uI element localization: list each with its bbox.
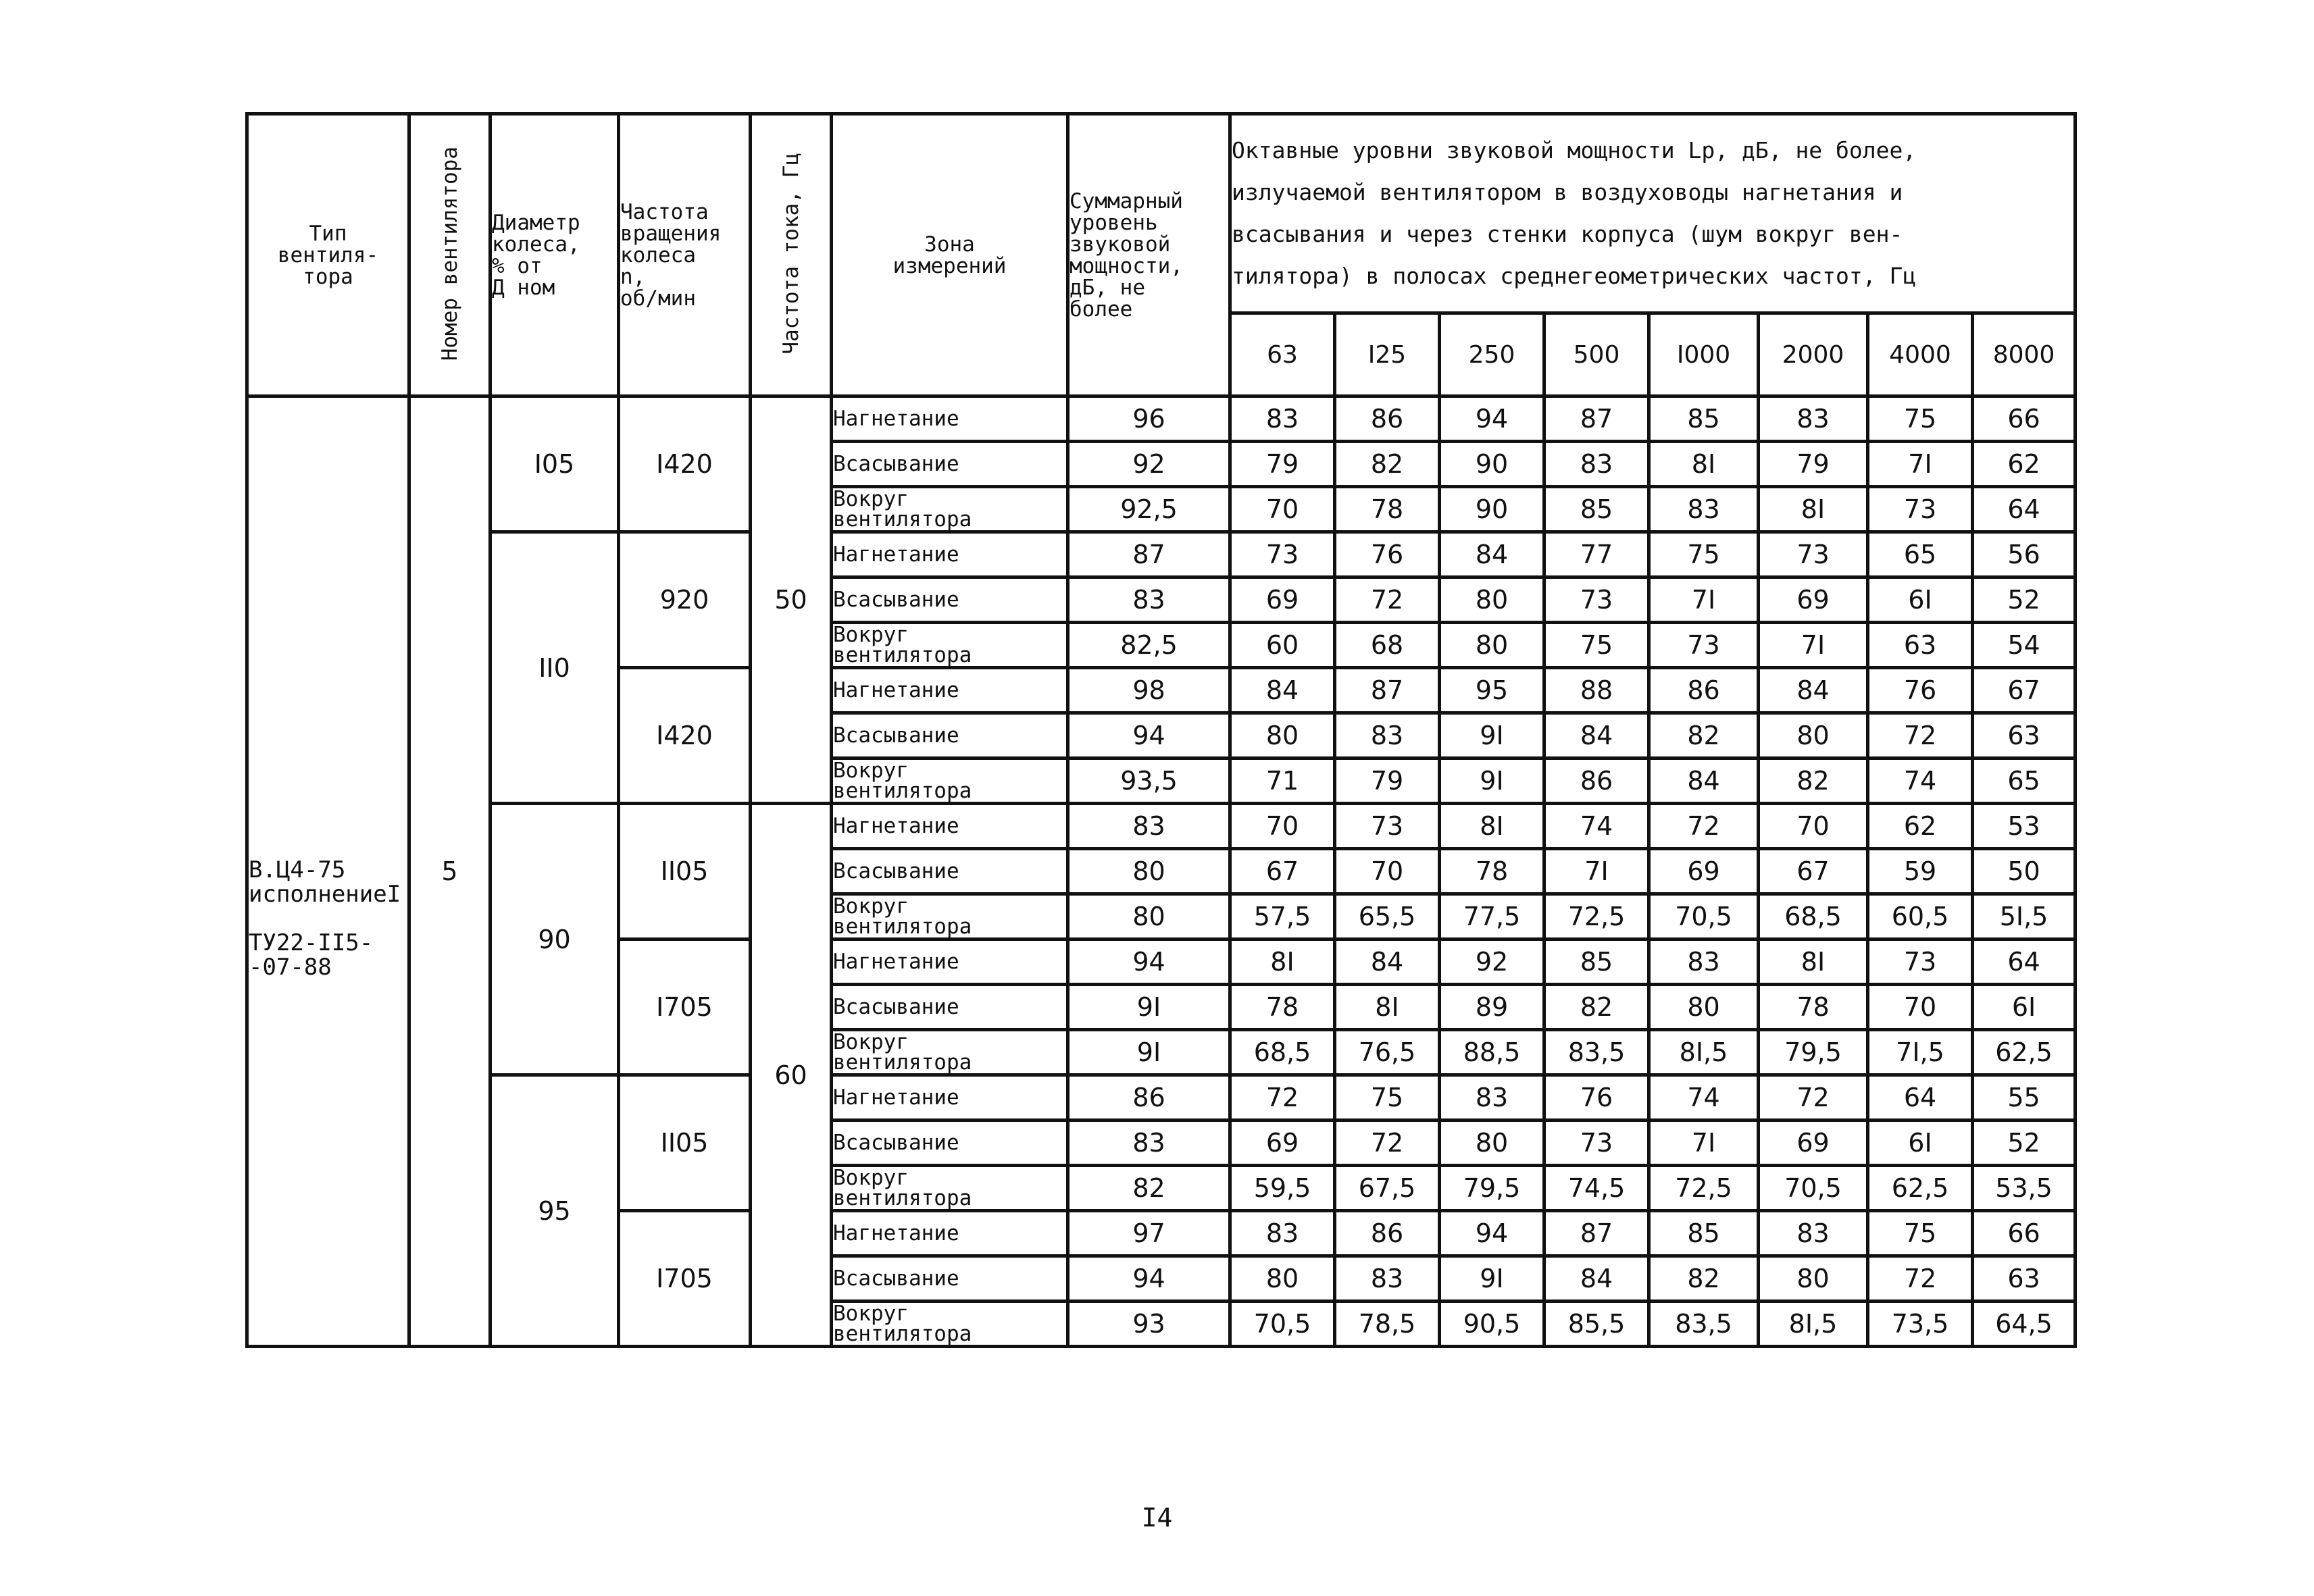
total-level-cell: 94: [1068, 1256, 1230, 1302]
octave-level-cell: 84: [1544, 713, 1649, 758]
total-level-cell: 83: [1068, 1121, 1230, 1166]
octave-level-cell: 70,5: [1759, 1166, 1868, 1211]
octave-level-cell: 70: [1868, 985, 1973, 1030]
header-total: Суммарный уровень звуковой мощности, дБ, не более: [1068, 114, 1230, 396]
octave-level-cell: 6I: [1973, 985, 2076, 1030]
octave-level-cell: 62,5: [1973, 1030, 2076, 1075]
octave-level-cell: 7I: [1868, 442, 1973, 487]
octave-level-cell: 9I: [1440, 1256, 1544, 1302]
octave-level-cell: 69: [1230, 577, 1335, 623]
octave-level-cell: 90,5: [1440, 1302, 1544, 1347]
fan-type-cell: [247, 396, 409, 1347]
octave-level-cell: 94: [1440, 1211, 1544, 1256]
octave-level-cell: 76,5: [1335, 1030, 1440, 1075]
table-row: [247, 396, 2076, 442]
total-level-cell: 92: [1068, 442, 1230, 487]
octave-level-cell: 84: [1230, 668, 1335, 713]
octave-level-cell: 59: [1868, 849, 1973, 894]
octave-level-cell: 82: [1649, 1256, 1759, 1302]
octave-level-cell: 72: [1868, 713, 1973, 758]
octave-level-cell: 76: [1868, 668, 1973, 713]
speed-cell: I420: [619, 396, 751, 532]
frequency-header-cell: I25: [1335, 313, 1440, 396]
octave-level-cell: 65: [1868, 532, 1973, 577]
octave-level-cell: 8I: [1440, 804, 1544, 849]
total-level-cell: 94: [1068, 939, 1230, 985]
page-number: I4: [1141, 1503, 1173, 1533]
octave-level-cell: 53: [1973, 804, 2076, 849]
octave-level-cell: 80: [1230, 1256, 1335, 1302]
header-octave-title: Октавные уровни звуковой мощности Lр, дБ, не более, излучаемой вентилятором в воздуховоды нагнетания и всасывания и через стенки корпуса (шум вокруг вен- тилятора) в полосах среднегеометрических частот, Гц: [1230, 114, 2076, 313]
octave-level-cell: 83: [1649, 939, 1759, 985]
octave-level-cell: 72,5: [1544, 894, 1649, 939]
header-fan-number: [409, 114, 491, 396]
octave-level-cell: 63: [1868, 623, 1973, 668]
octave-level-cell: 73: [1759, 532, 1868, 577]
octave-level-cell: 62,5: [1868, 1166, 1973, 1211]
zone-cell: Всасывание: [832, 985, 1068, 1030]
octave-level-cell: 73: [1544, 1121, 1649, 1166]
octave-level-cell: 67: [1759, 849, 1868, 894]
octave-level-cell: 8I: [1649, 442, 1759, 487]
octave-level-cell: 83,5: [1544, 1030, 1649, 1075]
frequency-header-cell: I000: [1649, 313, 1759, 396]
octave-level-cell: 80: [1440, 577, 1544, 623]
table-row: [247, 1075, 2076, 1121]
octave-level-cell: 60: [1230, 623, 1335, 668]
total-level-cell: 9I: [1068, 1030, 1230, 1075]
octave-level-cell: 72: [1335, 1121, 1440, 1166]
octave-level-cell: 76: [1335, 532, 1440, 577]
octave-level-cell: 57,5: [1230, 894, 1335, 939]
octave-level-cell: 62: [1868, 804, 1973, 849]
octave-level-cell: 75: [1868, 1211, 1973, 1256]
octave-level-cell: 82: [1335, 442, 1440, 487]
table-row: [247, 532, 2076, 577]
speed-cell: II05: [619, 804, 751, 939]
header-diameter: Диаметр колеса, % от Д ном: [491, 114, 619, 396]
octave-level-cell: 62: [1973, 442, 2076, 487]
octave-level-cell: 70: [1230, 487, 1335, 532]
octave-level-cell: 88: [1544, 668, 1649, 713]
octave-level-cell: 77: [1544, 532, 1649, 577]
octave-level-cell: 66: [1973, 396, 2076, 442]
octave-level-cell: 7I: [1649, 1121, 1759, 1166]
octave-level-cell: 78,5: [1335, 1302, 1440, 1347]
octave-level-cell: 80: [1759, 713, 1868, 758]
octave-level-cell: 69: [1230, 1121, 1335, 1166]
zone-cell: Всасывание: [832, 1256, 1068, 1302]
octave-level-cell: 74: [1544, 804, 1649, 849]
octave-level-cell: 67: [1973, 668, 2076, 713]
octave-level-cell: 70: [1335, 849, 1440, 894]
octave-level-cell: 79: [1335, 758, 1440, 804]
zone-cell: Вокруг вентилятора: [832, 487, 1068, 532]
octave-level-cell: 84: [1759, 668, 1868, 713]
octave-level-cell: 82: [1649, 713, 1759, 758]
octave-level-cell: 8I: [1335, 985, 1440, 1030]
octave-level-cell: 79: [1759, 442, 1868, 487]
total-level-cell: 92,5: [1068, 487, 1230, 532]
octave-level-cell: 80: [1649, 985, 1759, 1030]
octave-level-cell: 73: [1544, 577, 1649, 623]
octave-level-cell: 80: [1230, 713, 1335, 758]
header-current-frequency: [751, 114, 832, 396]
octave-level-cell: 60,5: [1868, 894, 1973, 939]
octave-level-cell: 70: [1230, 804, 1335, 849]
octave-level-cell: 83,5: [1649, 1302, 1759, 1347]
octave-level-cell: 84: [1335, 939, 1440, 985]
octave-level-cell: 8I,5: [1649, 1030, 1759, 1075]
zone-cell: Вокруг вентилятора: [832, 894, 1068, 939]
frequency-header-cell: 500: [1544, 313, 1649, 396]
octave-level-cell: 83: [1759, 396, 1868, 442]
fan-number-cell: 5: [409, 396, 491, 1347]
octave-level-cell: 94: [1440, 396, 1544, 442]
octave-level-cell: 75: [1649, 532, 1759, 577]
octave-level-cell: 72: [1230, 1075, 1335, 1121]
octave-level-cell: 69: [1649, 849, 1759, 894]
fan-spec-line1: ТУ22-II5-: [249, 929, 374, 956]
total-level-cell: 80: [1068, 894, 1230, 939]
octave-level-cell: 8I: [1759, 939, 1868, 985]
frequency-header-cell: 2000: [1759, 313, 1868, 396]
octave-level-cell: 73: [1868, 487, 1973, 532]
octave-level-cell: 53,5: [1973, 1166, 2076, 1211]
octave-level-cell: 67: [1230, 849, 1335, 894]
octave-level-cell: 74: [1649, 1075, 1759, 1121]
octave-level-cell: 79: [1230, 442, 1335, 487]
octave-level-cell: 63: [1973, 1256, 2076, 1302]
zone-cell: Нагнетание: [832, 804, 1068, 849]
zone-cell: Нагнетание: [832, 668, 1068, 713]
octave-level-cell: 83: [1230, 396, 1335, 442]
zone-cell: Вокруг вентилятора: [832, 1166, 1068, 1211]
zone-cell: Всасывание: [832, 713, 1068, 758]
octave-level-cell: 7I: [1759, 623, 1868, 668]
octave-level-cell: 66: [1973, 1211, 2076, 1256]
octave-level-cell: 6I: [1868, 1121, 1973, 1166]
octave-level-cell: 64: [1868, 1075, 1973, 1121]
speed-cell: 920: [619, 532, 751, 668]
octave-level-cell: 73: [1230, 532, 1335, 577]
octave-level-cell: 87: [1544, 396, 1649, 442]
current-frequency-cell: 50: [751, 396, 832, 804]
zone-cell: Вокруг вентилятора: [832, 623, 1068, 668]
header-type: Тип вентиля- тора: [247, 114, 409, 396]
octave-level-cell: 55: [1973, 1075, 2076, 1121]
zone-cell: Нагнетание: [832, 396, 1068, 442]
header-zone: Зона измерений: [832, 114, 1068, 396]
octave-level-cell: 87: [1544, 1211, 1649, 1256]
octave-level-cell: 78: [1759, 985, 1868, 1030]
octave-level-cell: 69: [1759, 1121, 1868, 1166]
octave-level-cell: 72: [1335, 577, 1440, 623]
total-level-cell: 93: [1068, 1302, 1230, 1347]
octave-level-cell: 54: [1973, 623, 2076, 668]
octave-level-cell: 85: [1649, 396, 1759, 442]
diameter-cell: 95: [491, 1075, 619, 1347]
octave-level-cell: 85: [1544, 487, 1649, 532]
header-fan-number-text: Номер вентилятора: [437, 146, 462, 361]
octave-level-cell: 75: [1335, 1075, 1440, 1121]
header-current-frequency-text: Частота тока, Гц: [778, 153, 803, 355]
octave-level-cell: 85: [1544, 939, 1649, 985]
octave-level-cell: 70: [1759, 804, 1868, 849]
octave-level-cell: 70,5: [1649, 894, 1759, 939]
speed-cell: I705: [619, 1211, 751, 1347]
octave-level-cell: 80: [1440, 1121, 1544, 1166]
octave-level-cell: 92: [1440, 939, 1544, 985]
octave-level-cell: 52: [1973, 1121, 2076, 1166]
octave-level-cell: 75: [1544, 623, 1649, 668]
octave-level-cell: 52: [1973, 577, 2076, 623]
octave-level-cell: 64,5: [1973, 1302, 2076, 1347]
octave-level-cell: 7I: [1649, 577, 1759, 623]
octave-level-cell: 50: [1973, 849, 2076, 894]
octave-level-cell: 72: [1649, 804, 1759, 849]
fan-spec-line2: -07-88: [249, 954, 332, 981]
octave-level-cell: 72: [1759, 1075, 1868, 1121]
frequency-header-cell: 63: [1230, 313, 1335, 396]
octave-level-cell: 86: [1544, 758, 1649, 804]
octave-level-cell: 65,5: [1335, 894, 1440, 939]
octave-level-cell: 8I,5: [1759, 1302, 1868, 1347]
total-level-cell: 87: [1068, 532, 1230, 577]
octave-level-cell: 84: [1649, 758, 1759, 804]
octave-level-cell: 83: [1759, 1211, 1868, 1256]
octave-level-cell: 80: [1759, 1256, 1868, 1302]
octave-level-cell: 64: [1973, 487, 2076, 532]
octave-level-cell: 85: [1649, 1211, 1759, 1256]
spec-sheet: [245, 112, 2073, 1463]
octave-level-cell: 95: [1440, 668, 1544, 713]
octave-level-cell: 88,5: [1440, 1030, 1544, 1075]
octave-level-cell: 90: [1440, 442, 1544, 487]
octave-level-cell: 6I: [1868, 577, 1973, 623]
octave-level-cell: 90: [1440, 487, 1544, 532]
total-level-cell: 82,5: [1068, 623, 1230, 668]
octave-level-cell: 73,5: [1868, 1302, 1973, 1347]
octave-level-cell: 67,5: [1335, 1166, 1440, 1211]
octave-level-cell: 89: [1440, 985, 1544, 1030]
octave-level-cell: 71: [1230, 758, 1335, 804]
total-level-cell: 86: [1068, 1075, 1230, 1121]
octave-level-cell: 68,5: [1230, 1030, 1335, 1075]
total-level-cell: 83: [1068, 577, 1230, 623]
zone-cell: Нагнетание: [832, 1211, 1068, 1256]
diameter-cell: II0: [491, 532, 619, 804]
octave-level-cell: 83: [1649, 487, 1759, 532]
octave-level-cell: 74: [1868, 758, 1973, 804]
octave-level-cell: 5I,5: [1973, 894, 2076, 939]
octave-level-cell: 86: [1649, 668, 1759, 713]
octave-level-cell: 85,5: [1544, 1302, 1649, 1347]
total-level-cell: 94: [1068, 713, 1230, 758]
octave-level-cell: 75: [1868, 396, 1973, 442]
octave-level-cell: 7I: [1544, 849, 1649, 894]
total-level-cell: 98: [1068, 668, 1230, 713]
octave-level-cell: 74,5: [1544, 1166, 1649, 1211]
zone-cell: Нагнетание: [832, 1075, 1068, 1121]
zone-cell: Всасывание: [832, 442, 1068, 487]
zone-cell: Вокруг вентилятора: [832, 758, 1068, 804]
octave-level-cell: 73: [1868, 939, 1973, 985]
octave-level-cell: 68,5: [1759, 894, 1868, 939]
octave-level-cell: 83: [1230, 1211, 1335, 1256]
octave-level-cell: 68: [1335, 623, 1440, 668]
octave-level-cell: 82: [1544, 985, 1649, 1030]
octave-level-cell: 78: [1440, 849, 1544, 894]
octave-level-cell: 7I,5: [1868, 1030, 1973, 1075]
octave-level-cell: 83: [1335, 1256, 1440, 1302]
frequency-header-cell: 250: [1440, 313, 1544, 396]
octave-level-cell: 9I: [1440, 758, 1544, 804]
octave-level-cell: 87: [1335, 668, 1440, 713]
octave-level-cell: 82: [1759, 758, 1868, 804]
octave-level-cell: 79,5: [1440, 1166, 1544, 1211]
spacer: [249, 906, 407, 931]
fan-type-name: В.Ц4-75: [249, 856, 346, 883]
zone-cell: Всасывание: [832, 849, 1068, 894]
octave-level-cell: 86: [1335, 396, 1440, 442]
octave-level-cell: 76: [1544, 1075, 1649, 1121]
octave-level-cell: 84: [1440, 532, 1544, 577]
diameter-cell: 90: [491, 804, 619, 1075]
speed-cell: II05: [619, 1075, 751, 1211]
octave-level-cell: 84: [1544, 1256, 1649, 1302]
speed-cell: I420: [619, 668, 751, 804]
octave-level-cell: 9I: [1440, 713, 1544, 758]
octave-level-cell: 83: [1440, 1075, 1544, 1121]
zone-cell: Всасывание: [832, 1121, 1068, 1166]
total-level-cell: 83: [1068, 804, 1230, 849]
octave-level-cell: 69: [1759, 577, 1868, 623]
octave-level-cell: 65: [1973, 758, 2076, 804]
octave-level-cell: 63: [1973, 713, 2076, 758]
octave-level-cell: 73: [1335, 804, 1440, 849]
octave-level-cell: 73: [1649, 623, 1759, 668]
total-level-cell: 97: [1068, 1211, 1230, 1256]
speed-cell: I705: [619, 939, 751, 1075]
octave-level-cell: 8I: [1759, 487, 1868, 532]
total-level-cell: 96: [1068, 396, 1230, 442]
current-frequency-cell: 60: [751, 804, 832, 1347]
octave-level-cell: 79,5: [1759, 1030, 1868, 1075]
octave-level-cell: 72: [1868, 1256, 1973, 1302]
octave-level-cell: 59,5: [1230, 1166, 1335, 1211]
octave-level-cell: 70,5: [1230, 1302, 1335, 1347]
zone-cell: Вокруг вентилятора: [832, 1030, 1068, 1075]
octave-level-cell: 78: [1335, 487, 1440, 532]
table-row: [247, 804, 2076, 849]
total-level-cell: 93,5: [1068, 758, 1230, 804]
octave-level-cell: 64: [1973, 939, 2076, 985]
octave-level-cell: 8I: [1230, 939, 1335, 985]
zone-cell: Всасывание: [832, 577, 1068, 623]
header-row-1: [247, 114, 2076, 313]
frequency-header-cell: 8000: [1973, 313, 2076, 396]
frequency-header-cell: 4000: [1868, 313, 1973, 396]
diameter-cell: I05: [491, 396, 619, 532]
total-level-cell: 9I: [1068, 985, 1230, 1030]
octave-level-cell: 86: [1335, 1211, 1440, 1256]
octave-level-cell: 56: [1973, 532, 2076, 577]
noise-table: [245, 112, 2077, 1348]
header-speed: Частота вращения колеса n, об/мин: [619, 114, 751, 396]
octave-level-cell: 83: [1335, 713, 1440, 758]
octave-level-cell: 78: [1230, 985, 1335, 1030]
octave-level-cell: 77,5: [1440, 894, 1544, 939]
zone-cell: Вокруг вентилятора: [832, 1302, 1068, 1347]
fan-type-version: исполнениеI: [249, 881, 401, 908]
total-level-cell: 80: [1068, 849, 1230, 894]
total-level-cell: 82: [1068, 1166, 1230, 1211]
octave-level-cell: 80: [1440, 623, 1544, 668]
zone-cell: Нагнетание: [832, 532, 1068, 577]
zone-cell: Нагнетание: [832, 939, 1068, 985]
octave-level-cell: 83: [1544, 442, 1649, 487]
octave-level-cell: 72,5: [1649, 1166, 1759, 1211]
